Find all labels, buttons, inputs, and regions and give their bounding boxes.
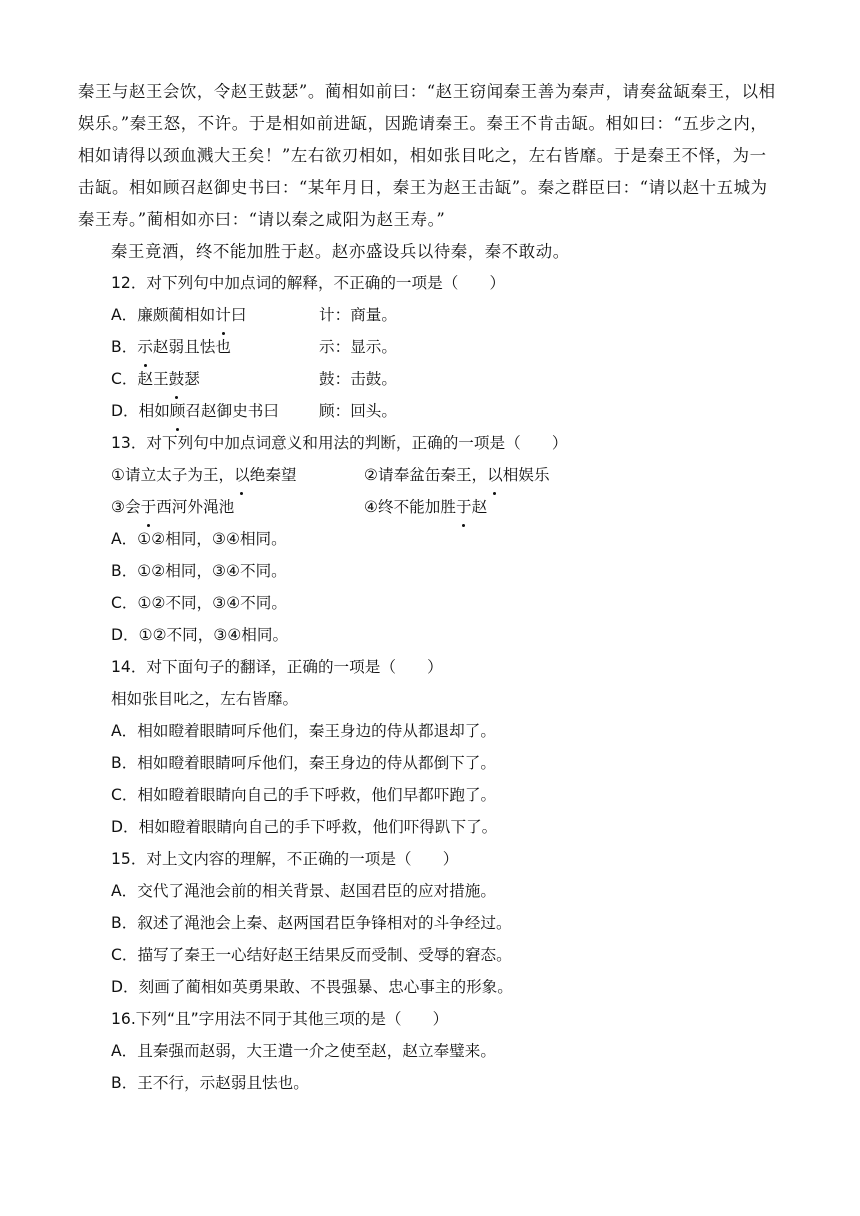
dotted-word: 以: [487, 460, 503, 492]
passage-line: 秦王寿。”蔺相如亦曰：“请以秦之咸阳为赵王寿。”: [78, 210, 446, 229]
option-a: A．交代了渑池会前的相关背景、赵国君臣的应对措施。: [111, 882, 496, 900]
sentence-3: ③会于西河外渑池: [111, 498, 234, 516]
question-stem: 16.下列“且”字用法不同于其他三项的是（ ）: [111, 1010, 449, 1028]
dotted-word: 计: [215, 300, 231, 332]
option-d: D．相如顾召赵御史书曰 顾：回头。: [111, 396, 815, 428]
option-c: C．赵王鼓瑟 鼓：击鼓。: [111, 364, 815, 396]
option-d: D．①②不同，③④相同。: [111, 626, 289, 644]
question-stem: 15．对上文内容的理解，不正确的一项是（ ）: [111, 850, 459, 868]
passage-line: 娱乐。”秦王怒，不许。于是相如前进缻，因跪请秦王。秦王不肯击缻。相如曰：“五步之内，: [78, 114, 768, 133]
dotted-word: 于: [456, 492, 472, 524]
option-a: A．且秦强而赵弱，大王遣一介之使至赵，赵立奉璧来。: [111, 1042, 496, 1060]
question-stem: 12．对下列句中加点词的解释，不正确的一项是（ ）: [111, 274, 506, 292]
option-b: B．①②相同，③④不同。: [111, 562, 287, 580]
option-a: A．①②相同，③④相同。: [111, 530, 287, 548]
option-b: B．示赵弱且怯也 示：显示。: [111, 332, 815, 364]
option-b: B．叙述了渑池会上秦、赵两国君臣争锋相对的斗争经过。: [111, 914, 512, 932]
option-b: B．相如瞪着眼睛呵斥他们，秦王身边的侍从都倒下了。: [111, 754, 496, 772]
gloss: 鼓：击鼓。: [319, 370, 397, 388]
sentence-row: [111, 460, 815, 492]
sentence-to-translate: 相如张目叱之，左右皆靡。: [111, 690, 299, 708]
dotted-word: 于: [141, 492, 157, 524]
question-stem: 13．对下列句中加点词意义和用法的判断，正确的一项是（ ）: [111, 434, 568, 452]
option-c: C．相如瞪着眼睛向自己的手下呼救，他们早都吓跑了。: [111, 786, 497, 804]
option-b: B．王不行，示赵弱且怯也。: [111, 1074, 309, 1092]
option-c: C．描写了秦王一心结好赵王结果反而受制、受辱的窘态。: [111, 946, 512, 964]
passage-closing: 秦王竟酒，终不能加胜于赵。赵亦盛设兵以待秦，秦不敢动。: [111, 242, 570, 261]
passage-line: 相如请得以颈血溅大王矣！”左右欲刃相如，相如张目叱之，左右皆靡。于是秦王不怿，为一: [78, 146, 767, 165]
dotted-word: 示: [137, 332, 153, 364]
passage-line: 击缻。相如顾召赵御史书曰：“某年月日，秦王为赵王击缻”。秦之群臣曰：“请以赵十五城为: [78, 178, 768, 197]
option-a: A．相如瞪着眼睛呵斥他们，秦王身边的侍从都退却了。: [111, 722, 496, 740]
option-a: A．廉颇蔺相如计曰 计：商量。: [111, 300, 815, 332]
dotted-word: 鼓: [169, 364, 185, 396]
gloss: 示：显示。: [319, 338, 397, 356]
question-stem: 14．对下面句子的翻译，正确的一项是（ ）: [111, 658, 443, 676]
sentence-1: ①请立太子为王，以绝秦望: [111, 466, 297, 484]
gloss: 顾：回头。: [319, 402, 397, 420]
sentence-4: ④终不能加胜于赵: [364, 492, 487, 524]
sentence-row: [111, 492, 815, 524]
dotted-word: 顾: [170, 396, 186, 428]
sentence-2: ②请奉盆缶秦王，以相娱乐: [364, 460, 550, 492]
passage-line: 秦王与赵王会饮，令赵王鼓瑟”。蔺相如前曰：“赵王窃闻秦王善为秦声，请奏盆缻秦王，以相: [78, 82, 776, 101]
option-d: D．刻画了蔺相如英勇果敢、不畏强暴、忠心事主的形象。: [111, 978, 513, 996]
option-d: D．相如瞪着眼睛向自己的手下呼救，他们吓得趴下了。: [111, 818, 498, 836]
option-c: C．①②不同，③④不同。: [111, 594, 287, 612]
dotted-word: 以: [234, 460, 250, 492]
gloss: 计：商量。: [319, 306, 397, 324]
